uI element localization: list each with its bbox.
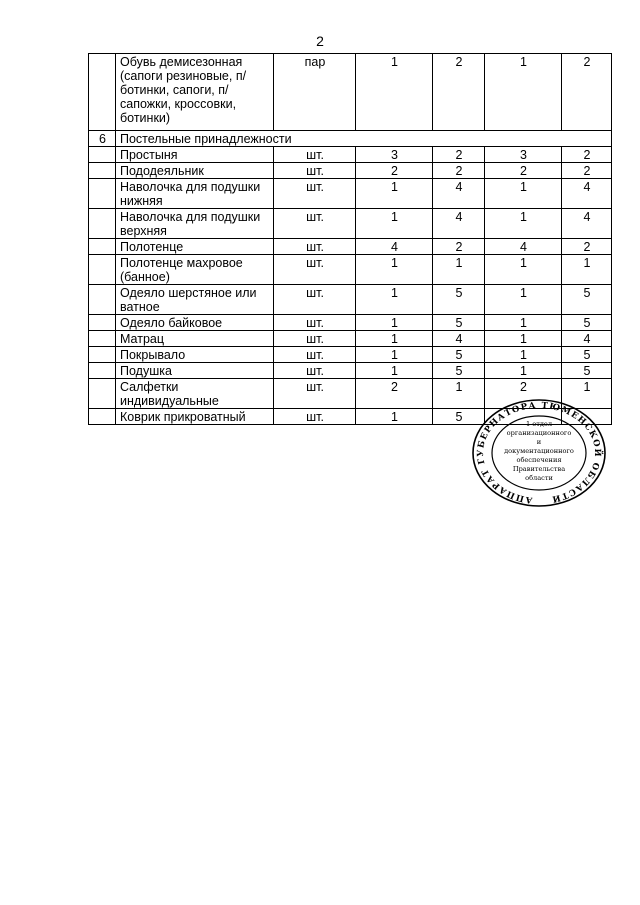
row-number-cell	[89, 379, 116, 409]
item-value-2: 4	[433, 331, 485, 347]
section-title: Постельные принадлежности	[116, 131, 612, 147]
item-value-1: 1	[356, 209, 433, 239]
item-unit: шт.	[274, 285, 356, 315]
item-value-1: 1	[356, 255, 433, 285]
item-value-1: 1	[356, 347, 433, 363]
item-name: Полотенце	[116, 239, 274, 255]
item-value-2: 4	[433, 209, 485, 239]
item-value-4: 4	[562, 179, 612, 209]
item-value-3: 1	[485, 54, 562, 131]
item-name: Простыня	[116, 147, 274, 163]
table-row	[89, 209, 612, 239]
item-unit: шт.	[274, 179, 356, 209]
item-unit: шт.	[274, 363, 356, 379]
item-value-2: 1	[433, 255, 485, 285]
stamp-line: области	[525, 474, 553, 482]
row-number-cell	[89, 363, 116, 379]
item-unit: шт.	[274, 209, 356, 239]
row-number-cell	[89, 315, 116, 331]
item-value-1: 3	[356, 147, 433, 163]
item-value-3: 4	[485, 239, 562, 255]
table-row	[89, 163, 612, 179]
table-row	[89, 331, 612, 347]
item-value-4: 1	[562, 379, 612, 409]
item-name: Салфетки индивидуальные	[116, 379, 274, 409]
item-value-2: 5	[433, 363, 485, 379]
item-value-2: 1	[433, 379, 485, 409]
row-number-cell	[89, 347, 116, 363]
table-row	[89, 179, 612, 209]
item-unit: шт.	[274, 347, 356, 363]
row-number-cell	[89, 239, 116, 255]
item-value-2: 5	[433, 347, 485, 363]
item-value-3: 1	[485, 285, 562, 315]
row-number-cell	[89, 163, 116, 179]
item-name: Наволочка для подушки верхняя	[116, 209, 274, 239]
row-number-cell	[89, 285, 116, 315]
row-number-cell	[89, 255, 116, 285]
item-name: Матрац	[116, 331, 274, 347]
item-value-4: 2	[562, 54, 612, 131]
item-value-4: 5	[562, 363, 612, 379]
item-value-2: 2	[433, 147, 485, 163]
item-unit: шт.	[274, 331, 356, 347]
row-number-cell	[89, 209, 116, 239]
items-table	[88, 53, 612, 425]
item-value-3: 2	[485, 379, 562, 409]
row-number-cell	[89, 331, 116, 347]
item-unit: шт.	[274, 255, 356, 285]
item-value-4: 5	[562, 315, 612, 331]
item-name: Обувь демисезонная (сапоги резиновые, п/ботинки, сапоги, п/сапожки, кроссовки, ботинки)	[116, 54, 274, 131]
item-value-2: 4	[433, 179, 485, 209]
table-row	[89, 147, 612, 163]
item-name: Одеяло шерстяное или ватное	[116, 285, 274, 315]
stamp-line: документационного	[504, 447, 574, 455]
item-value-2: 5	[433, 315, 485, 331]
item-value-1: 1	[356, 285, 433, 315]
item-value-4: 4	[562, 331, 612, 347]
section-row	[89, 131, 612, 147]
item-value-3: 1	[485, 255, 562, 285]
table-row	[89, 285, 612, 315]
page-number: 2	[316, 33, 324, 49]
item-value-1: 1	[356, 363, 433, 379]
item-value-2: 2	[433, 54, 485, 131]
item-value-4: 2	[562, 147, 612, 163]
item-value-2: 2	[433, 239, 485, 255]
item-value-3: 2	[485, 163, 562, 179]
item-value-4: 5	[562, 285, 612, 315]
item-unit: шт.	[274, 239, 356, 255]
stamp-ring-text: АППАРАТ ГУБЕРНАТОРА ТЮМЕНСКОЙ ОБЛАСТИ	[476, 400, 603, 505]
stamp-seal	[470, 398, 608, 510]
item-value-4: 2	[562, 239, 612, 255]
stamp-line: организационного	[506, 429, 572, 437]
item-unit: шт.	[274, 147, 356, 163]
table-row	[89, 347, 612, 363]
section-number: 6	[89, 131, 116, 147]
item-value-3: 1	[485, 209, 562, 239]
item-value-4: 5	[562, 347, 612, 363]
item-value-3: 1	[485, 347, 562, 363]
item-name: Одеяло байковое	[116, 315, 274, 331]
item-value-1: 1	[356, 409, 433, 425]
stamp-line: и	[536, 438, 542, 446]
item-value-2: 2	[433, 163, 485, 179]
item-value-1: 2	[356, 379, 433, 409]
item-value-4: 1	[562, 255, 612, 285]
row-number-cell	[89, 54, 116, 131]
item-value-3: 1	[485, 315, 562, 331]
item-value-3: 1	[485, 179, 562, 209]
item-value-4: 4	[562, 209, 612, 239]
items-body	[89, 147, 612, 425]
item-name: Подушка	[116, 363, 274, 379]
stamp-line: 1 отдел	[525, 420, 553, 428]
stamp-line: Правительства	[512, 465, 566, 473]
table-row	[89, 239, 612, 255]
table-row	[89, 54, 612, 131]
item-value-1: 1	[356, 54, 433, 131]
item-unit: пар	[274, 54, 356, 131]
stamp-line: обеспечения	[516, 456, 562, 464]
item-value-2: 5	[433, 409, 485, 425]
item-name: Пододеяльник	[116, 163, 274, 179]
official-stamp	[470, 398, 608, 510]
item-value-1: 4	[356, 239, 433, 255]
item-name: Покрывало	[116, 347, 274, 363]
item-name: Наволочка для подушки нижняя	[116, 179, 274, 209]
item-unit: шт.	[274, 163, 356, 179]
item-value-1: 1	[356, 315, 433, 331]
row-number-cell	[89, 179, 116, 209]
item-value-4: 2	[562, 163, 612, 179]
row-number-cell	[89, 147, 116, 163]
item-name: Полотенце махровое (банное)	[116, 255, 274, 285]
table-row	[89, 363, 612, 379]
table-row	[89, 255, 612, 285]
item-value-1: 1	[356, 331, 433, 347]
item-unit: шт.	[274, 315, 356, 331]
item-value-1: 1	[356, 179, 433, 209]
table-row	[89, 315, 612, 331]
item-value-3: 1	[485, 363, 562, 379]
row-number-cell	[89, 409, 116, 425]
item-unit: шт.	[274, 409, 356, 425]
item-name: Коврик прикроватный	[116, 409, 274, 425]
item-value-3: 3	[485, 147, 562, 163]
item-value-1: 2	[356, 163, 433, 179]
item-value-2: 5	[433, 285, 485, 315]
item-value-3: 1	[485, 331, 562, 347]
item-unit: шт.	[274, 379, 356, 409]
